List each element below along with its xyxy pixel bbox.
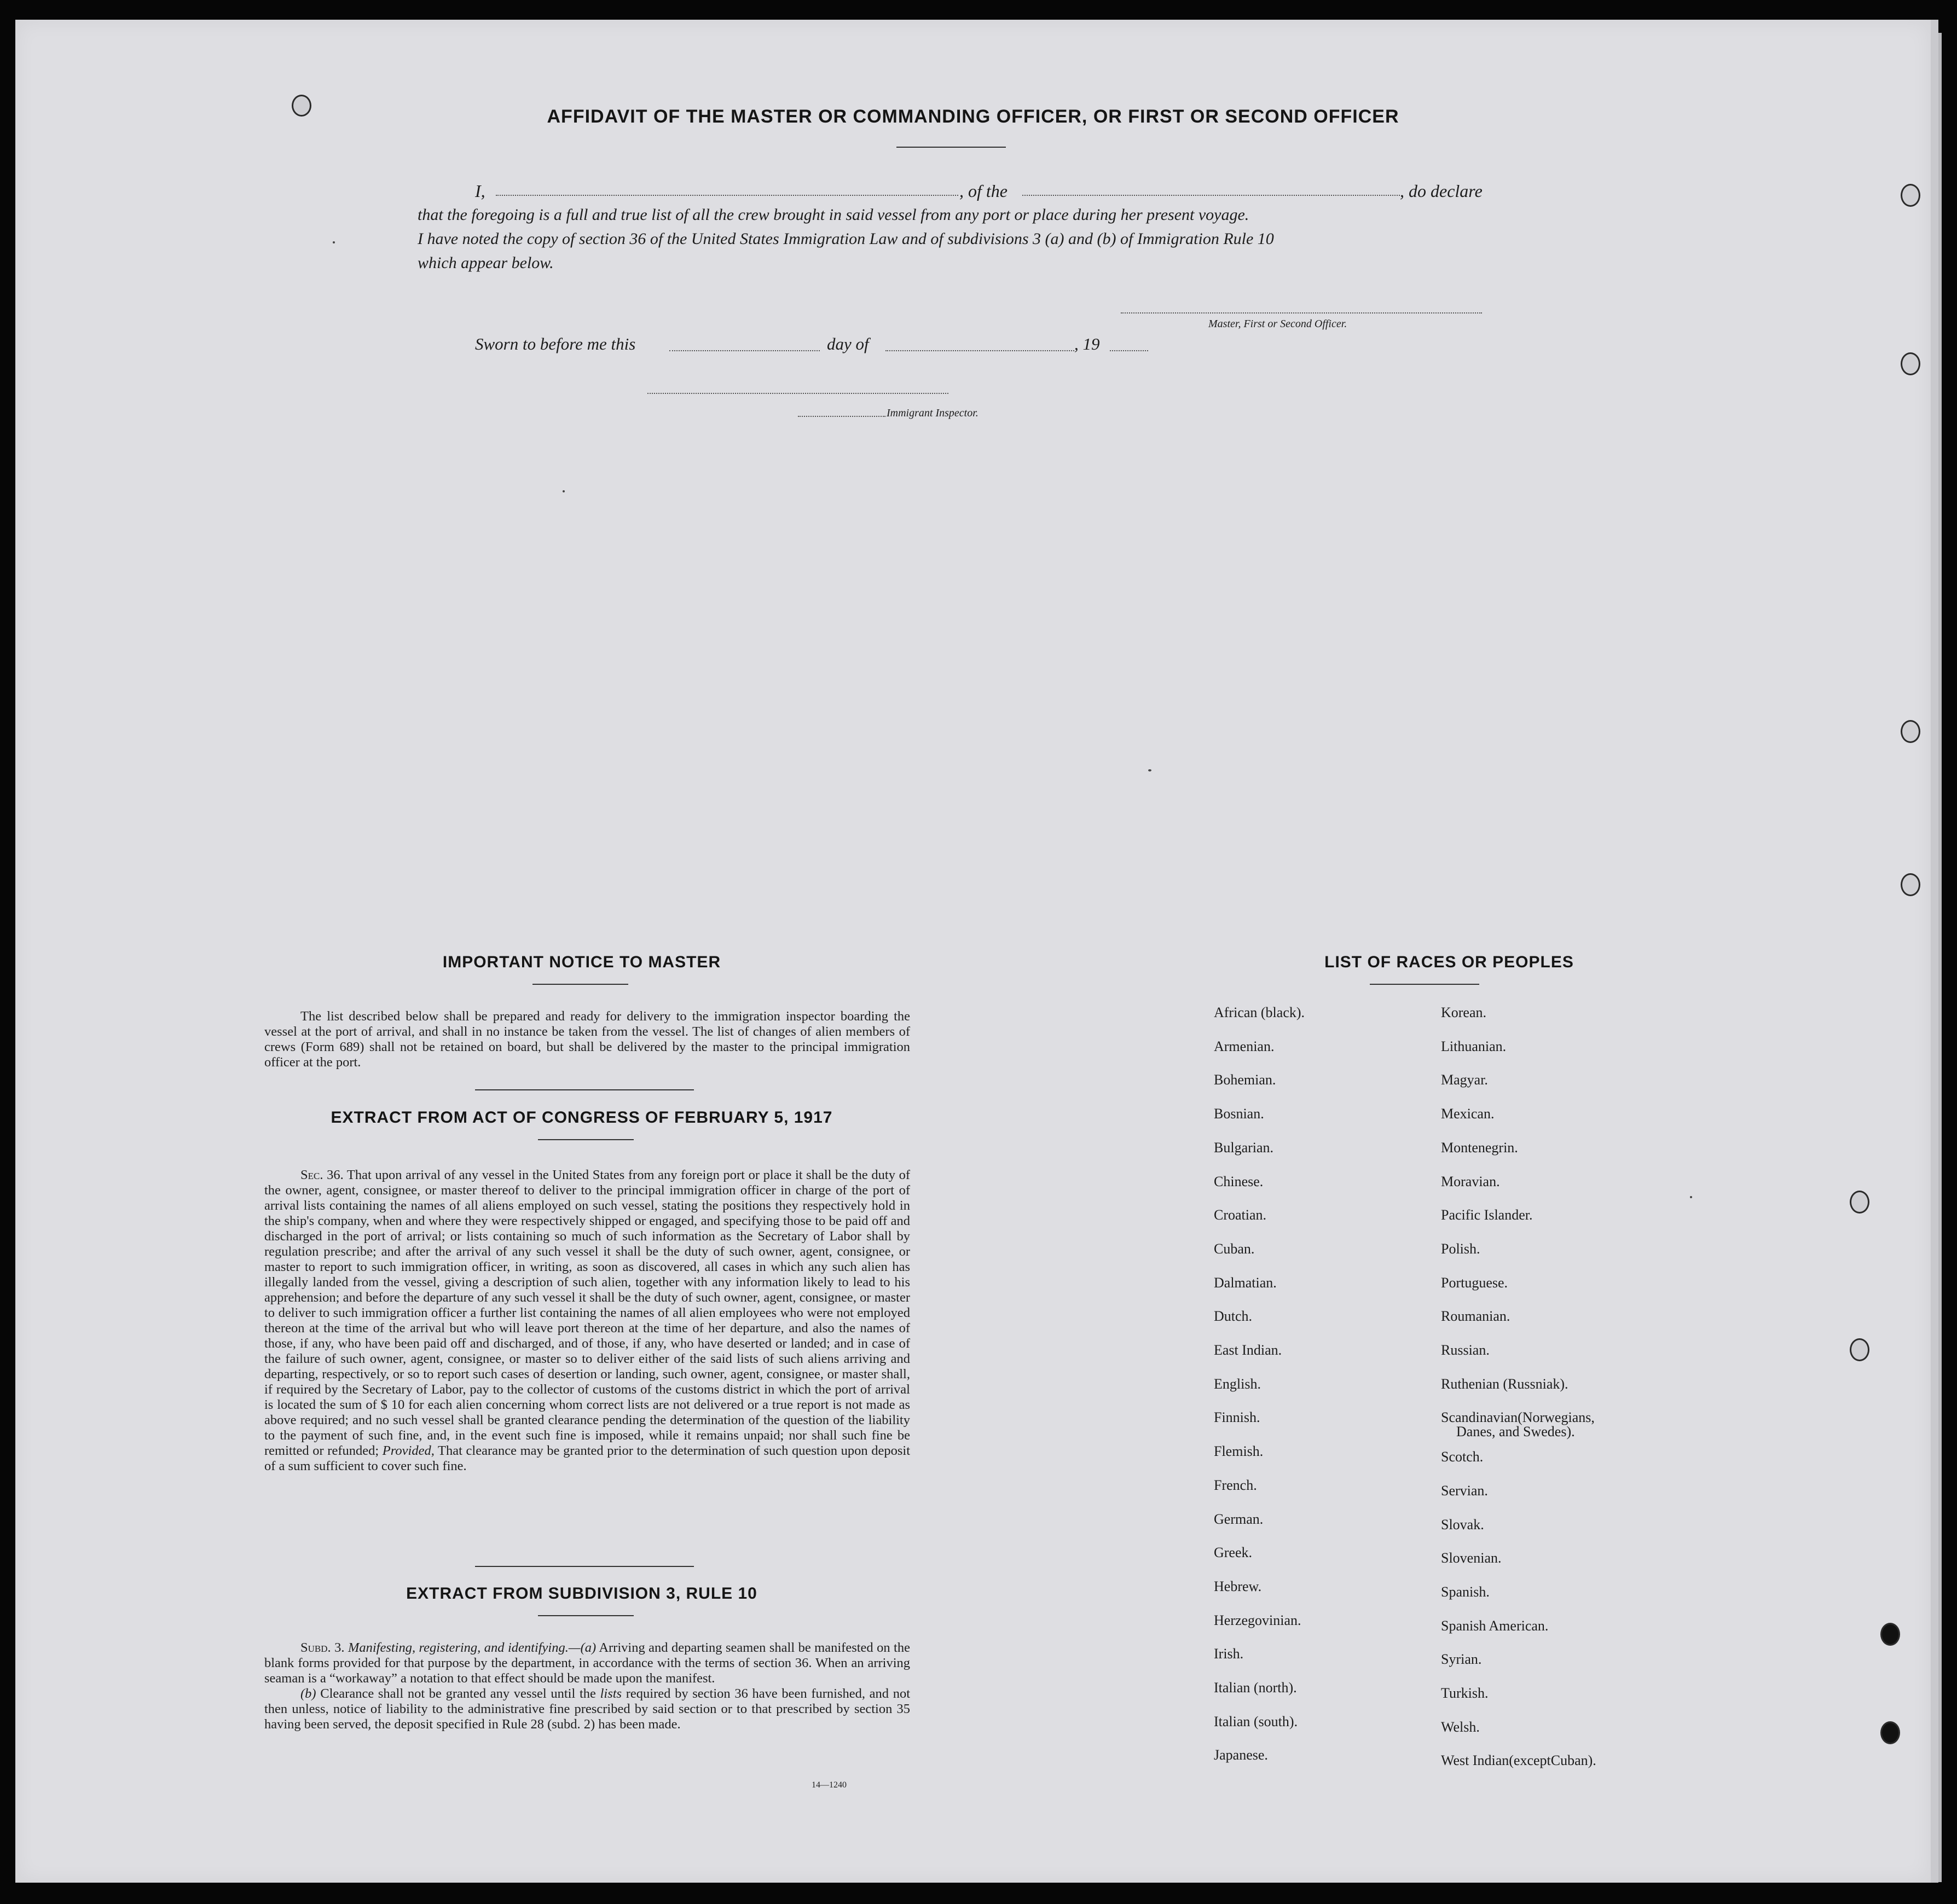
sworn-prefix: Sworn to before me this: [475, 334, 636, 353]
divider: [538, 1615, 634, 1616]
notice-text: The list described below shall be prepared and ready for delivery to the immigration inspector boarding the vessel at the port of arrival, and shall in no instance be taken from the vessel. The list of changes of alien members of crews (Form 689) shall not be retained on board, but shall be delivered by the master to the principal immigration officer at the port.: [264, 1009, 910, 1070]
race-item: Croatian.: [1214, 1207, 1267, 1223]
divider: [532, 984, 628, 985]
race-item: Mexican.: [1441, 1106, 1495, 1122]
year-blank[interactable]: [1110, 350, 1148, 351]
section-text-end: That clearance may be granted prior to the determination of such question upon deposit of a sum sufficient to cover such fine.: [264, 1443, 911, 1473]
name-blank[interactable]: [496, 195, 958, 196]
punch-hole: [292, 95, 311, 117]
paragraph-b-label: (b): [300, 1686, 316, 1701]
races-title: LIST OF RACES OR PEOPLES: [1324, 953, 1574, 971]
race-item: Ruthenian (Russniak).: [1441, 1375, 1568, 1392]
race-item: Cuban.: [1214, 1240, 1255, 1257]
race-item: Spanish American.: [1441, 1617, 1549, 1634]
punch-hole: [1850, 1338, 1869, 1361]
affidavit-line-4: which appear below.: [418, 254, 554, 272]
affidavit-line-1: [475, 181, 485, 201]
races-column-right: [1441, 1005, 1682, 1803]
races-column-left: [1214, 1005, 1422, 1803]
race-item: English.: [1214, 1375, 1261, 1392]
punch-hole: [1901, 720, 1920, 743]
race-item: Armenian.: [1214, 1038, 1275, 1054]
affidavit-prefix: I,: [475, 181, 485, 201]
race-item: Pacific Islander.: [1441, 1207, 1533, 1223]
race-item: Russian.: [1441, 1342, 1490, 1358]
race-item: German.: [1214, 1511, 1264, 1527]
affidavit-line-3: I have noted the copy of section 36 of the United States Immigration Law and of subdivisions 3 (a) and (b) of Immigration Rule 10: [418, 230, 1274, 248]
race-item: Lithuanian.: [1441, 1038, 1507, 1054]
subdivision-heading: Manifesting, registering, and identifying.—(a): [348, 1640, 597, 1655]
punch-hole: [1880, 1623, 1900, 1646]
race-item: Moravian.: [1441, 1173, 1500, 1189]
punch-hole: [1850, 1191, 1869, 1214]
rule-extract-text: [264, 1640, 910, 1732]
divider: [896, 147, 1006, 148]
race-item: Servian.: [1441, 1482, 1488, 1499]
section-text: That upon arrival of any vessel in the United States from any foreign port or place it shall be the duty of the owner, agent, consignee, or master thereof to deliver to the principal immigration officer in charge of the port of arrival lists containing the names of all aliens employed on such vessel, stating the positions they respectively hold in the ship's company, when and where they were respectively shipped or engaged, and specifying those to be paid off and discharged in the port of arrival; or lists containing so much of such information as the Secretary of Labor shall by regulation prescribe; and after the arrival of any such vessel it shall be the duty of such owner, agent, consignee, or master to report to such immigration officer, in writing, as soon as discovered, all cases in which any such alien has illegally landed from the vessel, giving a description of such alien, together with any information likely to lead to his apprehension; and before the departure of any such vessel it shall be the duty of such owner, agent, consignee, or master to deliver to such immigration officer a further list containing the names of all alien employees who were not employed thereon at the time of the arrival but who will leave port thereon at the time of her departure, and also the names of those, if any, who have been paid off and discharged, and of those, if any, who have deserted or landed; and in case of the failure of such owner, agent, consignee, or master so to deliver either of the said lists of such aliens arriving and departing, respectively, or so to report such cases of desertion or landing, such owner, agent, consignee, or master shall, if required by the Secretary of Labor, pay to the collector of customs of the customs district in which the port of arrival is located the sum of $ 10 for each alien concerning whom correct lists are not delivered or a true report is not made as above required; and no such vessel shall be granted clearance pending the determination of the question of the liability to the payment of such fine, and, in the event such fine is imposed, while it remains unpaid; nor shall such fine be remitted or refunded;: [264, 1168, 910, 1458]
race-item: Slovenian.: [1441, 1550, 1502, 1566]
race-item: Scotch.: [1441, 1449, 1484, 1465]
notice-title: IMPORTANT NOTICE TO MASTER: [442, 953, 721, 971]
subdivision-label: Subd. 3.: [300, 1640, 345, 1655]
race-item: East Indian.: [1214, 1342, 1282, 1358]
paragraph-b-part-1: Clearance shall not be granted any vessel until the: [320, 1686, 596, 1701]
speck: [333, 241, 335, 243]
race-item: Korean.: [1441, 1005, 1487, 1020]
divider: [538, 1139, 634, 1140]
race-item: Spanish.: [1441, 1583, 1490, 1600]
race-item: Chinese.: [1214, 1173, 1264, 1189]
race-item: Greek.: [1214, 1545, 1253, 1561]
race-item: French.: [1214, 1477, 1257, 1493]
sworn-day-of: day of: [827, 334, 869, 353]
race-item: Finnish.: [1214, 1409, 1260, 1426]
race-item: Magyar.: [1441, 1072, 1488, 1088]
race-item: Portuguese.: [1441, 1274, 1508, 1291]
vessel-blank[interactable]: [1022, 195, 1400, 196]
month-blank[interactable]: [885, 350, 1074, 351]
speck: [563, 490, 565, 492]
race-item: Roumanian.: [1441, 1308, 1510, 1325]
punch-hole: [1901, 873, 1920, 896]
race-item: Dalmatian.: [1214, 1274, 1277, 1291]
race-item: Italian (north).: [1214, 1680, 1297, 1696]
race-item: Italian (south).: [1214, 1713, 1298, 1729]
race-item: Montenegrin.: [1441, 1139, 1518, 1156]
race-item: Bohemian.: [1214, 1072, 1276, 1088]
race-item: Dutch.: [1214, 1308, 1253, 1325]
race-item: Turkish.: [1441, 1685, 1489, 1701]
race-item: Slovak.: [1441, 1516, 1484, 1533]
rule-extract-title: EXTRACT FROM SUBDIVISION 3, RULE 10: [406, 1584, 757, 1603]
race-item: African (black).: [1214, 1005, 1305, 1020]
inspector-label: Immigrant Inspector.: [887, 407, 979, 419]
speck: [1148, 769, 1151, 771]
race-item: Bosnian.: [1214, 1106, 1264, 1122]
race-item: Bulgarian.: [1214, 1139, 1274, 1156]
divider: [1370, 984, 1479, 985]
inspector-lead-dots: [798, 416, 885, 417]
punch-hole: [1901, 352, 1920, 375]
signature-blank[interactable]: [1121, 312, 1482, 314]
signature-label: Master, First or Second Officer.: [1208, 318, 1347, 330]
document-page: [15, 20, 1938, 1883]
affidavit-of-the: , of the: [959, 181, 1008, 201]
race-item: Scandinavian(Norwegians,: [1441, 1409, 1595, 1426]
form-number: 14—1240: [812, 1780, 847, 1790]
affidavit-line-2: that the foregoing is a full and true list of all the crew brought in said vessel from any port or place during her present voyage.: [418, 206, 1249, 224]
punch-hole: [1901, 184, 1920, 207]
divider: [475, 1566, 694, 1567]
act-extract-title: EXTRACT FROM ACT OF CONGRESS OF FEBRUARY 5, 1917: [331, 1108, 833, 1127]
paragraph-b-part-2: required by section 36 have been furnished, and not then unless, notice of liability to the administrative fine prescribed by said section or to that prescribed by section 35 having been served, the deposit specified in Rule 28 (subd. 2) has been made.: [264, 1686, 911, 1732]
race-item-continuation: Danes, and Swedes).: [1456, 1424, 1575, 1440]
act-extract-text: [264, 1168, 910, 1474]
race-item: Hebrew.: [1214, 1578, 1262, 1594]
race-item: West Indian(exceptCuban).: [1441, 1752, 1596, 1769]
section-label: Sec. 36.: [300, 1168, 344, 1182]
race-item: Syrian.: [1441, 1651, 1482, 1668]
affidavit-title: AFFIDAVIT OF THE MASTER OR COMMANDING OFFICER, OR FIRST OR SECOND OFFICER: [547, 106, 1399, 127]
race-item: Polish.: [1441, 1240, 1480, 1257]
sworn-year: , 19: [1074, 334, 1100, 353]
race-item: Welsh.: [1441, 1719, 1480, 1735]
inspector-signature-blank[interactable]: [647, 393, 948, 394]
race-item: Japanese.: [1214, 1747, 1268, 1763]
punch-hole: [1880, 1721, 1900, 1744]
race-item: Flemish.: [1214, 1443, 1264, 1460]
divider: [475, 1089, 694, 1090]
day-blank[interactable]: [669, 350, 820, 351]
lists-emphasis: lists: [600, 1686, 622, 1701]
proviso: Provided,: [382, 1443, 435, 1458]
race-item: Herzegovinian.: [1214, 1612, 1301, 1628]
race-item: Irish.: [1214, 1646, 1244, 1662]
paragraph-a: Arriving and departing seamen shall be manifested on the blank forms provided for that purpose by the department, in accordance with the terms of section 36. When an arriving seaman is a “workaway” a notation to that effect should be made upon the manifest.: [264, 1640, 910, 1686]
affidavit-declare: , do declare: [1400, 181, 1483, 201]
speck: [1690, 1196, 1692, 1198]
